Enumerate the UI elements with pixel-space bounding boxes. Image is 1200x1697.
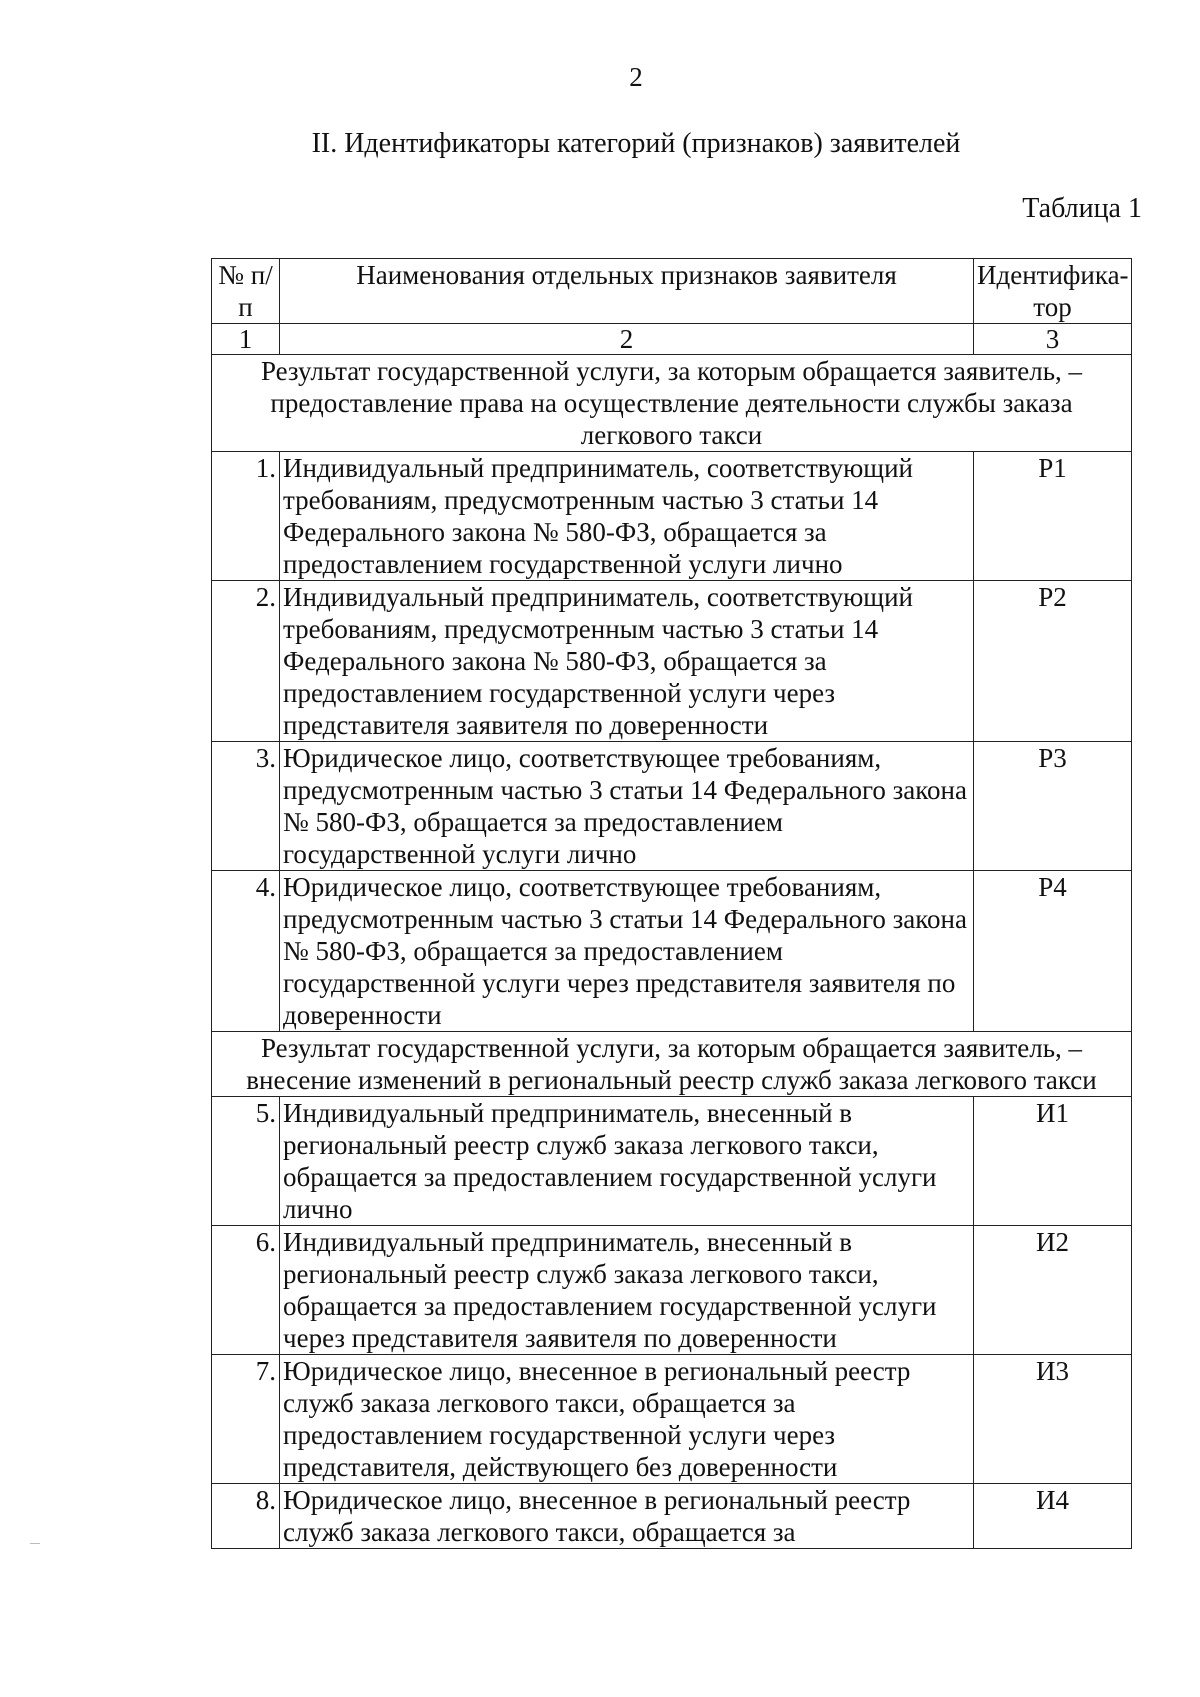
row-text: Индивидуальный предприниматель, соответствующий требованиям, предусмотренным частью 3 статьи 14 Федерального закона № 580-ФЗ, обращается за предоставлением государственной услуги лично	[280, 452, 974, 581]
applicant-categories-table	[211, 258, 1132, 1549]
table-caption: Таблица 1	[1022, 193, 1142, 224]
row-identifier: Р3	[974, 742, 1132, 871]
row-text: Индивидуальный предприниматель, соответствующий требованиям, предусмотренным частью 3 статьи 14 Федерального закона № 580-ФЗ, обращается за предоставлением государственной услуги через представителя заявителя по доверенности	[280, 581, 974, 742]
table-header-row	[212, 259, 1132, 324]
row-number: 2.	[212, 581, 280, 742]
row-text: Юридическое лицо, соответствующее требованиям, предусмотренным частью 3 статьи 14 Федерального закона № 580-ФЗ, обращается за предоставлением государственной услуги лично	[280, 742, 974, 871]
column-number: 3	[974, 324, 1132, 355]
column-number: 1	[212, 324, 280, 355]
table-row	[212, 1484, 1132, 1549]
row-identifier: И2	[974, 1226, 1132, 1355]
group-title: Результат государственной услуги, за которым обращается заявитель, – предоставление права на осуществление деятельности службы заказа легкового такси	[212, 355, 1132, 452]
row-identifier: И3	[974, 1355, 1132, 1484]
row-number: 8.	[212, 1484, 280, 1549]
row-identifier: Р2	[974, 581, 1132, 742]
header-num: № п/п	[212, 259, 280, 324]
row-number: 1.	[212, 452, 280, 581]
column-numbers-row	[212, 324, 1132, 355]
row-identifier: И4	[974, 1484, 1132, 1549]
row-text: Юридическое лицо, внесенное в региональный реестр служб заказа легкового такси, обращается за предоставлением государственной услуги через представителя, действующего без доверенности	[280, 1355, 974, 1484]
row-number: 7.	[212, 1355, 280, 1484]
row-number: 5.	[212, 1097, 280, 1226]
row-text: Юридическое лицо, соответствующее требованиям, предусмотренным частью 3 статьи 14 Федерального закона № 580-ФЗ, обращается за предоставлением государственной услуги через представителя заявителя по доверенности	[280, 871, 974, 1032]
group-row	[212, 355, 1132, 452]
row-text: Индивидуальный предприниматель, внесенный в региональный реестр служб заказа легкового такси, обращается за предоставлением государственной услуги через представителя заявителя по доверенности	[280, 1226, 974, 1355]
row-identifier: Р1	[974, 452, 1132, 581]
header-ident: Идентифика-тор	[974, 259, 1132, 324]
row-number: 3.	[212, 742, 280, 871]
row-text: Индивидуальный предприниматель, внесенный в региональный реестр служб заказа легкового такси, обращается за предоставлением государственной услуги лично	[280, 1097, 974, 1226]
group-row	[212, 1032, 1132, 1097]
table-row	[212, 1097, 1132, 1226]
row-text: Юридическое лицо, внесенное в региональный реестр служб заказа легкового такси, обращается за	[280, 1484, 974, 1549]
page-number: 2	[629, 62, 643, 92]
table-row	[212, 1226, 1132, 1355]
table-row	[212, 742, 1132, 871]
row-number: 6.	[212, 1226, 280, 1355]
table-row	[212, 452, 1132, 581]
scan-mark	[30, 1543, 40, 1544]
group-title: Результат государственной услуги, за которым обращается заявитель, – внесение изменений в региональный реестр служб заказа легкового такси	[212, 1032, 1132, 1097]
header-name: Наименования отдельных признаков заявителя	[280, 259, 974, 324]
table-row	[212, 1355, 1132, 1484]
column-number: 2	[280, 324, 974, 355]
row-identifier: Р4	[974, 871, 1132, 1032]
table-row	[212, 581, 1132, 742]
row-number: 4.	[212, 871, 280, 1032]
section-title: II. Идентификаторы категорий (признаков) заявителей	[311, 128, 961, 159]
row-identifier: И1	[974, 1097, 1132, 1226]
table-row	[212, 871, 1132, 1032]
